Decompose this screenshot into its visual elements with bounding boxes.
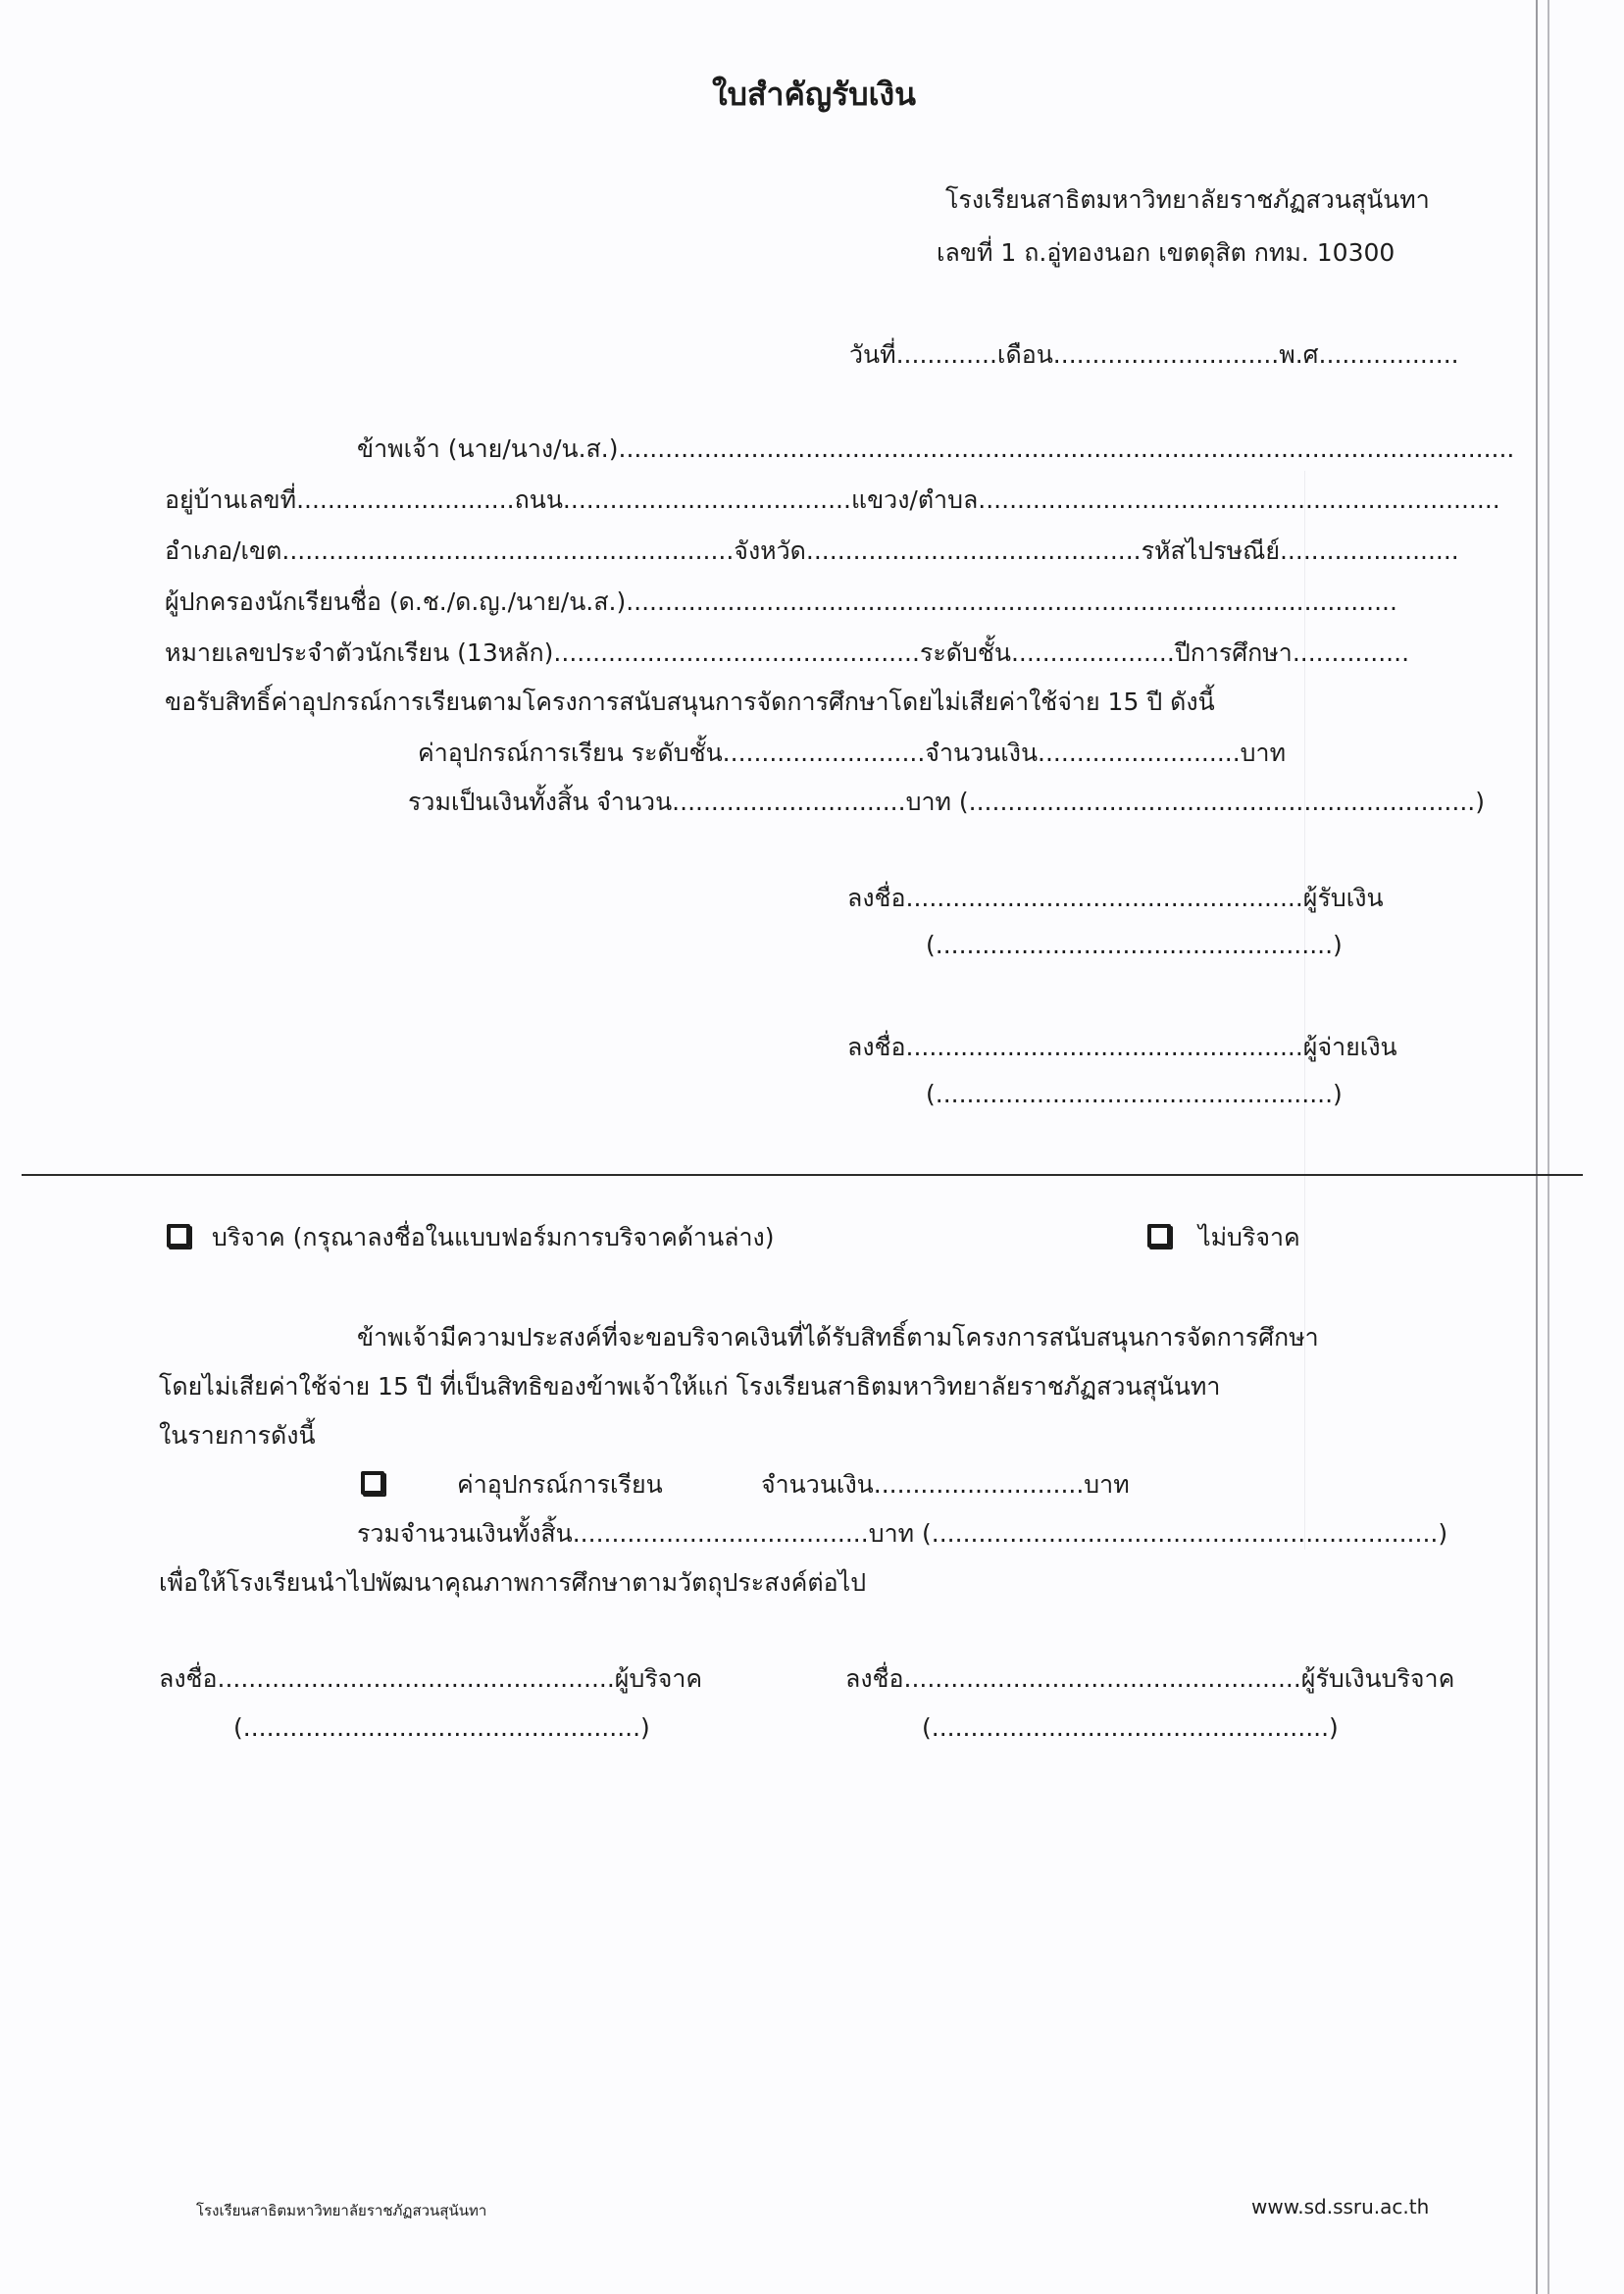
donate-option-label: บริจาค (กรุณาลงชื่อในแบบฟอร์มการบริจาคด้านล่าง)	[212, 1223, 775, 1251]
footer-school-name: โรงเรียนสาธิตมหาวิทยาลัยราชภัฏสวนสุนันทา	[196, 2202, 487, 2219]
donor-signature-line: ลงชื่อ...................................................ผู้บริจาค	[159, 1664, 703, 1693]
donor-name-line: (...................................................)	[233, 1713, 650, 1742]
not-donate-option-label: ไม่บริจาค	[1198, 1223, 1300, 1251]
donation-receiver-name-line: (...................................................)	[922, 1713, 1339, 1742]
donation-total-line: รวมจำนวนเงินทั้งสิ้น......................................บาท (.................................................................)	[357, 1519, 1448, 1548]
equipment-amount-line: จำนวนเงิน...........................บาท	[761, 1470, 1130, 1499]
donation-receiver-signature-line: ลงชื่อ...................................................ผู้รับเงินบริจาค	[845, 1664, 1455, 1693]
donation-paragraph-line: ในรายการดังนี้	[159, 1421, 316, 1450]
page-edge-line	[1548, 0, 1549, 2294]
receipt-line-district: อำเภอ/เขต..........................................................จังหวัด...........................................รหัสไปรษณีย์.......................	[165, 536, 1459, 565]
receipt-line-equipment: ค่าอุปกรณ์การเรียน ระดับชั้น..........................จำนวนเงิน..........................บาท	[418, 739, 1287, 767]
school-name: โรงเรียนสาธิตมหาวิทยาลัยราชภัฏสวนสุนันทา	[945, 185, 1430, 214]
donation-purpose-line: เพื่อให้โรงเรียนนำไปพัฒนาคุณภาพการศึกษาตามวัตถุประสงค์ต่อไป	[159, 1568, 867, 1597]
receipt-line-student-id: หมายเลขประจำตัวนักเรียน (13หลัก)...............................................ระดับชั้น.....................ปีการศึกษา...............	[165, 638, 1410, 667]
receiver-name-line: (...................................................)	[926, 931, 1343, 959]
donation-paragraph-line: ข้าพเจ้ามีความประสงค์ที่จะขอบริจาคเงินที่ได้รับสิทธิ์ตามโครงการสนับสนุนการจัดการศึกษา	[357, 1323, 1319, 1351]
receipt-line-guardian: ผู้ปกครองนักเรียนชื่อ (ด.ช./ด.ญ./นาย/น.ส.)...................................................................................................	[165, 587, 1397, 616]
cut-line-divider	[22, 1174, 1583, 1176]
equipment-item-label: ค่าอุปกรณ์การเรียน	[457, 1470, 663, 1499]
equipment-donate-checkbox[interactable]	[361, 1471, 384, 1495]
scan-fold-line	[1304, 471, 1305, 1550]
payer-signature-line: ลงชื่อ...................................................ผู้จ่ายเงิน	[847, 1033, 1397, 1061]
payer-name-line: (...................................................)	[926, 1080, 1343, 1108]
receiver-signature-line: ลงชื่อ...................................................ผู้รับเงิน	[847, 884, 1384, 912]
footer-website: www.sd.ssru.ac.th	[1251, 2195, 1430, 2218]
receipt-line-name: ข้าพเจ้า (นาย/นาง/น.ส.)...................................................................................................................	[357, 434, 1515, 463]
receipt-line-claim: ขอรับสิทธิ์ค่าอุปกรณ์การเรียนตามโครงการสนับสนุนการจัดการศึกษาโดยไม่เสียค่าใช้จ่าย 15 ปี ดังนี้	[165, 688, 1215, 716]
page-edge-line	[1536, 0, 1538, 2294]
donate-checkbox[interactable]	[167, 1224, 190, 1248]
not-donate-checkbox[interactable]	[1147, 1224, 1171, 1248]
receipt-line-total: รวมเป็นเงินทั้งสิ้น จำนวน..............................บาท (.................................................................)	[408, 788, 1485, 816]
school-address: เลขที่ 1 ถ.อู่ทองนอก เขตดุสิต กทม. 10300	[937, 238, 1396, 267]
receipt-line-address: อยู่บ้านเลขที่............................ถนน.....................................แขวง/ตำบล...................................................................	[165, 485, 1500, 514]
date-line: วันที่.............เดือน.............................พ.ศ..................	[849, 340, 1459, 369]
donation-paragraph-line: โดยไม่เสียค่าใช้จ่าย 15 ปี ที่เป็นสิทธิของข้าพเจ้าให้แก่ โรงเรียนสาธิตมหาวิทยาลัยราชภัฏสวนสุนันทา	[159, 1372, 1221, 1401]
document-title: ใบสำคัญรับเงิน	[712, 76, 917, 113]
